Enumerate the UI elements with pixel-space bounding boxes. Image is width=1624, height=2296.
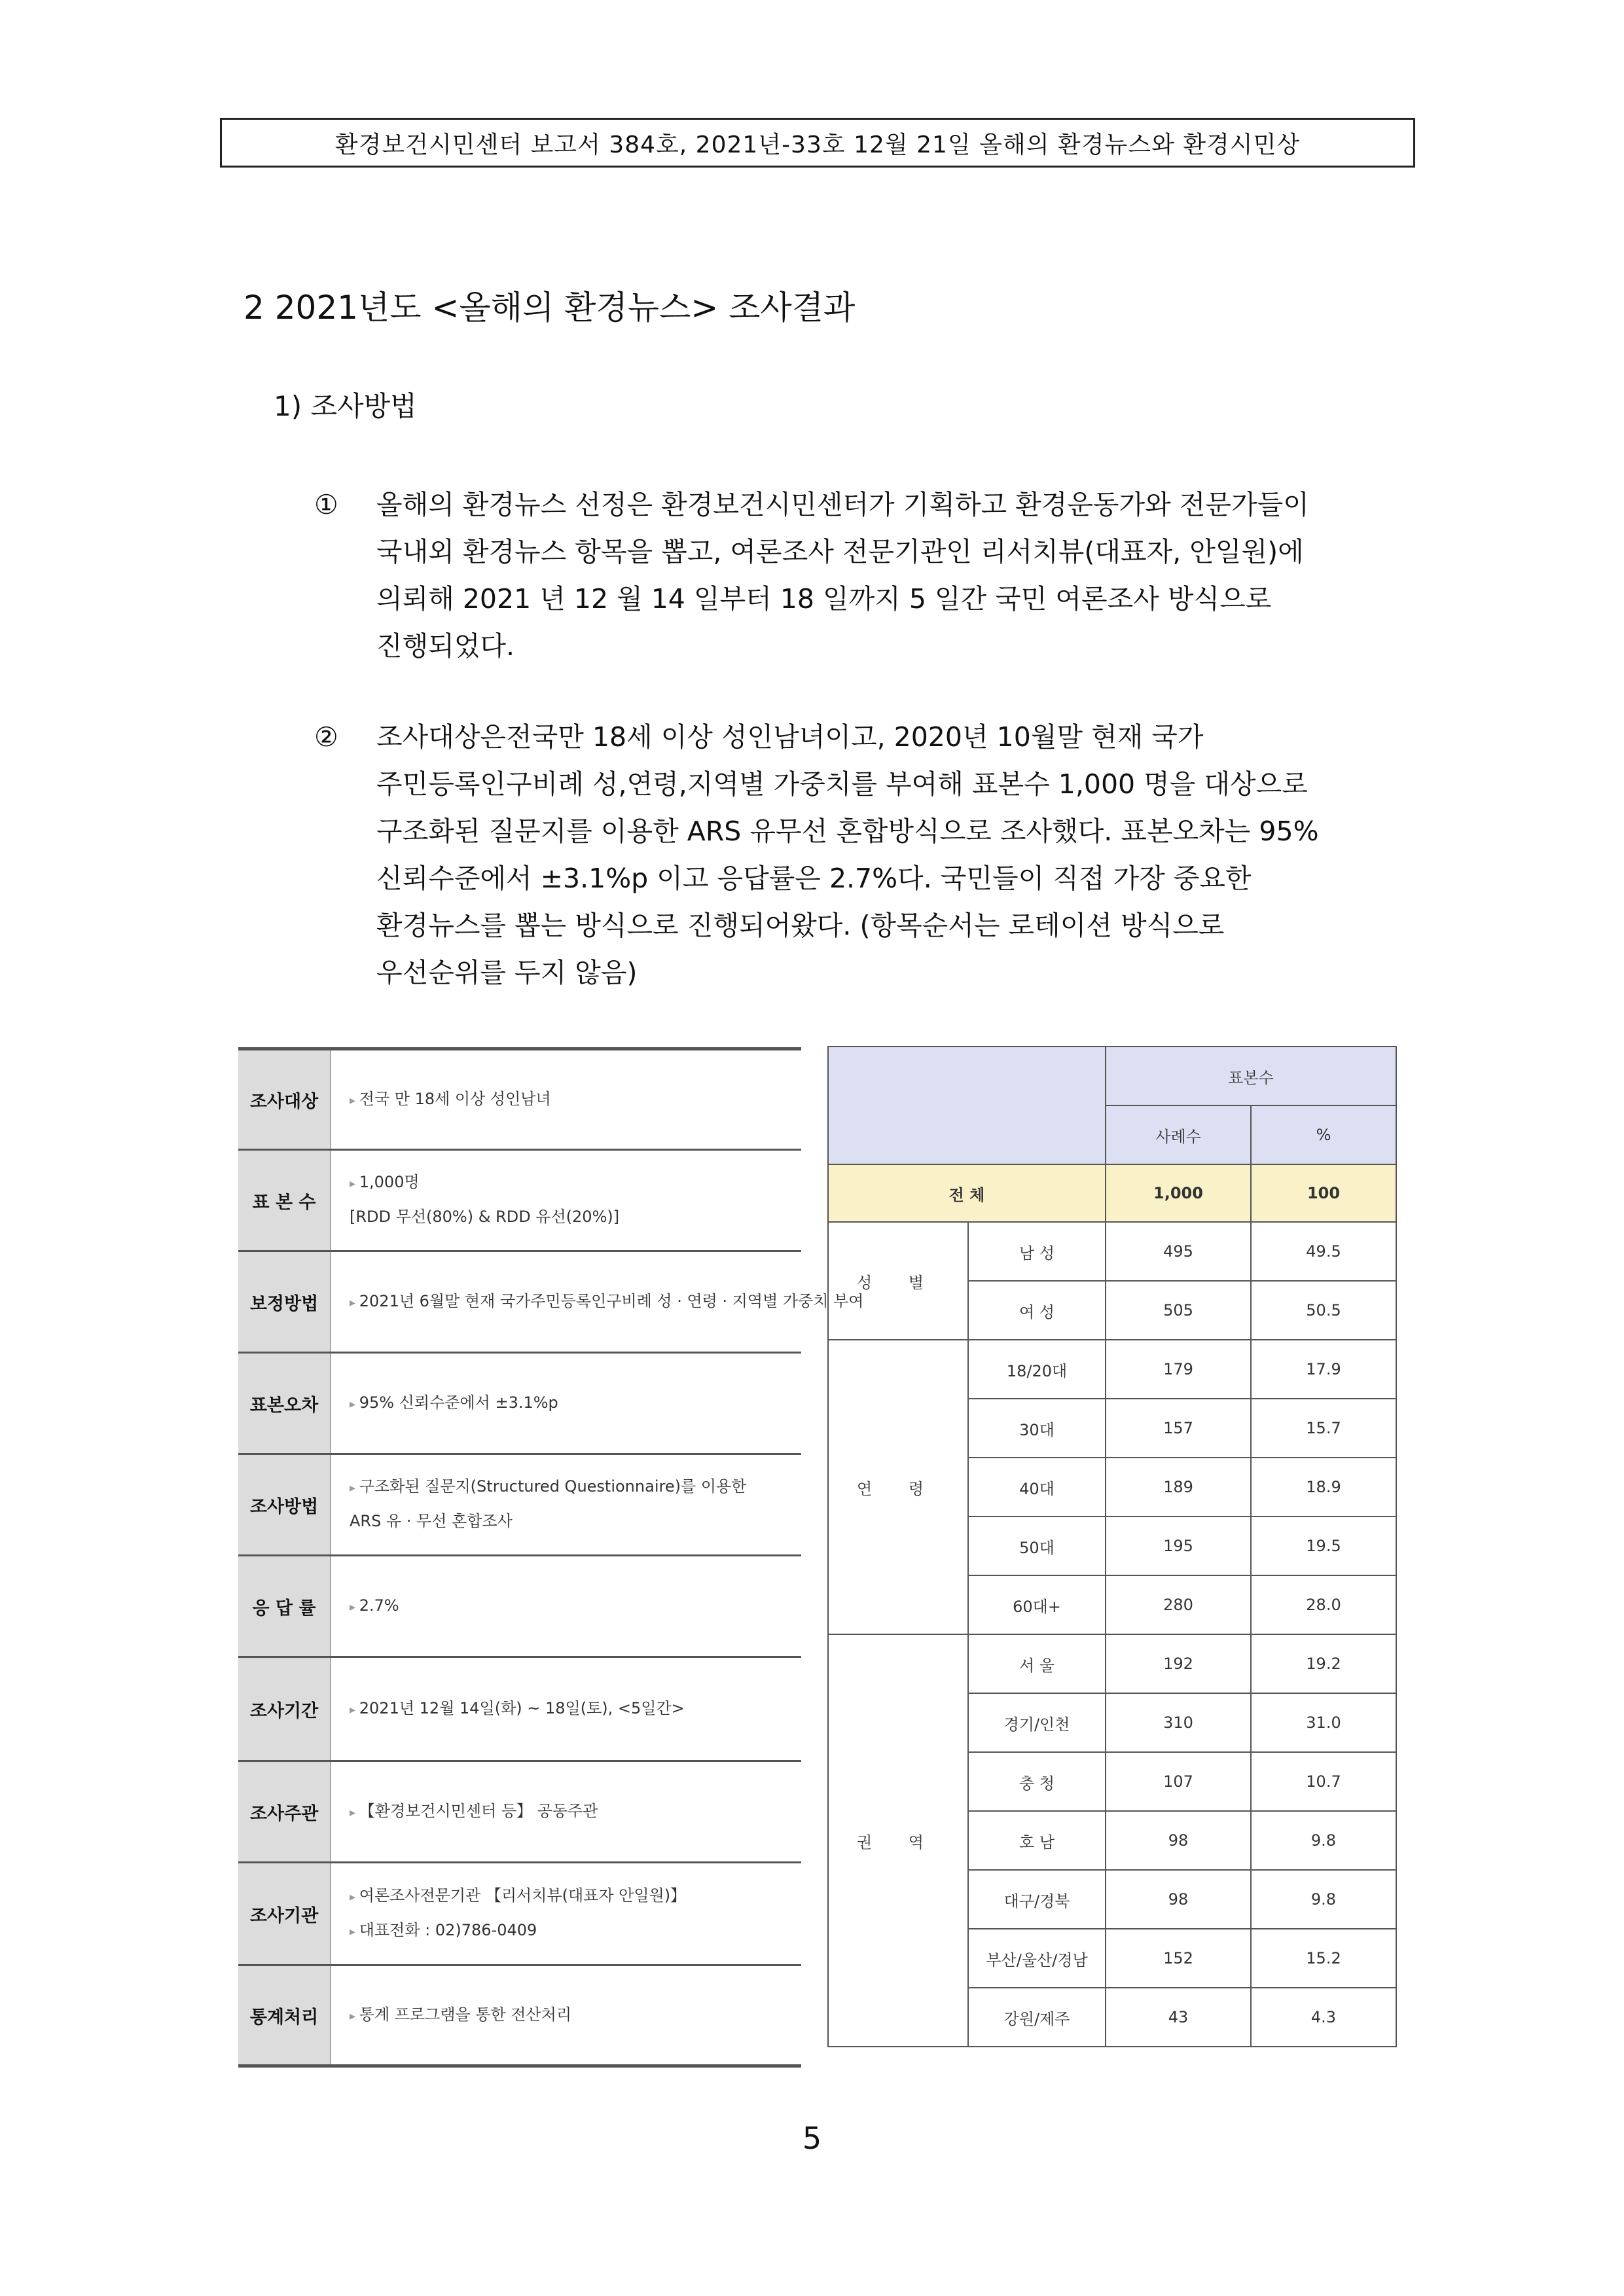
table-row	[828, 1634, 1396, 1693]
row-label: 경기/인천	[968, 1693, 1106, 1752]
table-row	[238, 1966, 801, 2066]
table-row	[238, 1658, 801, 1762]
percent-cell: 49.5	[1251, 1222, 1396, 1281]
row-label: 조사주관	[238, 1762, 331, 1861]
row-label: 전 체	[828, 1164, 1106, 1222]
row-value: ▸ 대표전화 : 02)786-0409	[350, 1914, 801, 1948]
count-cell: 152	[1106, 1929, 1251, 1988]
header-group: 표본수	[1106, 1047, 1396, 1105]
paragraph-2	[314, 713, 1414, 996]
count-cell: 495	[1106, 1222, 1251, 1281]
count-cell: 1,000	[1106, 1164, 1251, 1222]
paragraph-line: 의뢰해 2021 년 12 월 14 일부터 18 일까지 5 일간 국민 여론조사 방식으로	[376, 583, 1272, 615]
row-label: 서 울	[968, 1634, 1106, 1693]
row-value: ▸ 95% 신뢰수준에서 ±3.1%p	[350, 1386, 801, 1421]
section-title: 2 2021년도 <올해의 환경뉴스> 조사결과	[244, 289, 856, 327]
percent-cell: 28.0	[1251, 1575, 1396, 1634]
row-label: 40대	[968, 1458, 1106, 1516]
count-cell: 98	[1106, 1870, 1251, 1929]
paragraph-marker: ②	[314, 721, 338, 753]
percent-cell: 9.8	[1251, 1870, 1396, 1929]
count-cell: 107	[1106, 1752, 1251, 1811]
table-row	[238, 1047, 801, 1151]
count-cell: 98	[1106, 1811, 1251, 1870]
row-label: 30대	[968, 1399, 1106, 1458]
group-label: 연 령	[828, 1340, 968, 1634]
percent-cell: 19.2	[1251, 1634, 1396, 1693]
row-value: ▸ 전국 만 18세 이상 성인남녀	[350, 1083, 801, 1117]
row-label: 호 남	[968, 1811, 1106, 1870]
count-cell: 310	[1106, 1693, 1251, 1752]
row-label: 18/20대	[968, 1340, 1106, 1399]
row-label: 강원/제주	[968, 1988, 1106, 2047]
percent-cell: 10.7	[1251, 1752, 1396, 1811]
row-value: ▸ 2021년 6월말 현재 국가주민등록인구비례 성 · 연령 · 지역별 가중치 부여	[350, 1285, 863, 1319]
count-cell: 189	[1106, 1458, 1251, 1516]
count-cell: 157	[1106, 1399, 1251, 1458]
row-label: 여 성	[968, 1281, 1106, 1340]
header-col: %	[1251, 1105, 1396, 1164]
row-label: 충 청	[968, 1752, 1106, 1811]
report-header: 환경보건시민센터 보고서 384호, 2021년-33호 12월 21일 올해의 환경뉴스와 환경시민상	[220, 118, 1415, 168]
paragraph-line: 진행되었다.	[376, 630, 515, 662]
table-row	[238, 1151, 801, 1252]
table-row	[238, 1863, 801, 1966]
count-cell: 192	[1106, 1634, 1251, 1693]
paragraph-line: 우선순위를 두지 않음)	[376, 957, 638, 988]
table-row	[238, 1252, 864, 1354]
table-row	[828, 1222, 1396, 1281]
table-row	[238, 1762, 801, 1863]
paragraph-line: 신뢰수준에서 ±3.1%p 이고 응답률은 2.7%다. 국민들이 직접 가장 중요한	[376, 863, 1252, 894]
paragraph-line: 조사대상은전국만 18세 이상 성인남녀이고, 2020년 10월말 현재 국가	[376, 721, 1204, 753]
group-label: 권 역	[828, 1634, 968, 2047]
table-row	[238, 1556, 801, 1658]
row-value: ▸ 2.7%	[350, 1589, 801, 1624]
row-label: 남 성	[968, 1222, 1106, 1281]
table-row	[238, 1354, 801, 1455]
paragraph-marker: ①	[314, 489, 338, 520]
row-value: ARS 유 · 무선 혼합조사	[350, 1512, 513, 1530]
row-value: ▸ 여론조사전문기관 【리서치뷰(대표자 안일원)】	[350, 1879, 801, 1914]
row-value: ▸ 구조화된 질문지(Structured Questionnaire)를 이용한	[350, 1470, 801, 1505]
row-label: 조사기간	[238, 1658, 331, 1760]
header-col: 사례수	[1106, 1105, 1251, 1164]
row-value: [RDD 무선(80%) & RDD 유선(20%)]	[350, 1208, 620, 1226]
row-value: ▸ 1,000명	[350, 1166, 801, 1200]
percent-cell: 31.0	[1251, 1693, 1396, 1752]
group-label: 성 별	[828, 1222, 968, 1340]
row-value: ▸ 통계 프로그램을 통한 전산처리	[350, 1998, 801, 2033]
row-label: 대구/경북	[968, 1870, 1106, 1929]
row-label: 표 본 수	[238, 1151, 331, 1250]
percent-cell: 15.2	[1251, 1929, 1396, 1988]
percent-cell: 50.5	[1251, 1281, 1396, 1340]
table-row	[828, 1340, 1396, 1399]
total-row	[828, 1164, 1396, 1222]
row-label: 보정방법	[238, 1252, 331, 1352]
percent-cell: 100	[1251, 1164, 1396, 1222]
row-value: ▸ 2021년 12월 14일(화) ~ 18일(토), <5일간>	[350, 1692, 801, 1727]
percent-cell: 19.5	[1251, 1516, 1396, 1575]
percent-cell: 17.9	[1251, 1340, 1396, 1399]
sample-size-table	[827, 1046, 1397, 2047]
row-label: 표본오차	[238, 1354, 331, 1453]
row-label: 부산/울산/경남	[968, 1929, 1106, 1988]
count-cell: 179	[1106, 1340, 1251, 1399]
row-label: 조사대상	[238, 1050, 331, 1149]
count-cell: 43	[1106, 1988, 1251, 2047]
count-cell: 280	[1106, 1575, 1251, 1634]
page-number: 5	[802, 2121, 822, 2156]
row-value: ▸ 【환경보건시민센터 등】 공동주관	[350, 1795, 801, 1829]
paragraph-line: 환경뉴스를 뽑는 방식으로 진행되어왔다. (항목순서는 로테이션 방식으로	[376, 910, 1225, 941]
paragraph-1	[314, 481, 1414, 670]
sub-title: 1) 조사방법	[274, 390, 417, 422]
row-label: 60대+	[968, 1575, 1106, 1634]
row-label: 조사방법	[238, 1455, 331, 1554]
paragraph-line: 주민등록인구비례 성,연령,지역별 가중치를 부여해 표본수 1,000 명을 대상으로	[376, 768, 1308, 800]
percent-cell: 15.7	[1251, 1399, 1396, 1458]
paragraph-line: 올해의 환경뉴스 선정은 환경보건시민센터가 기획하고 환경운동가와 전문가들이	[376, 489, 1309, 520]
row-label: 응 답 률	[238, 1556, 331, 1656]
row-label: 50대	[968, 1516, 1106, 1575]
percent-cell: 18.9	[1251, 1458, 1396, 1516]
paragraph-line: 구조화된 질문지를 이용한 ARS 유무선 혼합방식으로 조사했다. 표본오차는 95%	[376, 816, 1319, 847]
row-label: 통계처리	[238, 1966, 331, 2064]
survey-method-table	[238, 1047, 864, 2070]
percent-cell: 4.3	[1251, 1988, 1396, 2047]
row-label: 조사기관	[238, 1863, 331, 1964]
count-cell: 505	[1106, 1281, 1251, 1340]
count-cell: 195	[1106, 1516, 1251, 1575]
percent-cell: 9.8	[1251, 1811, 1396, 1870]
paragraph-line: 국내외 환경뉴스 항목을 뽑고, 여론조사 전문기관인 리서치뷰(대표자, 안일원)에	[376, 536, 1304, 567]
table-row	[238, 1455, 801, 1556]
table-header-row	[828, 1047, 1396, 1105]
